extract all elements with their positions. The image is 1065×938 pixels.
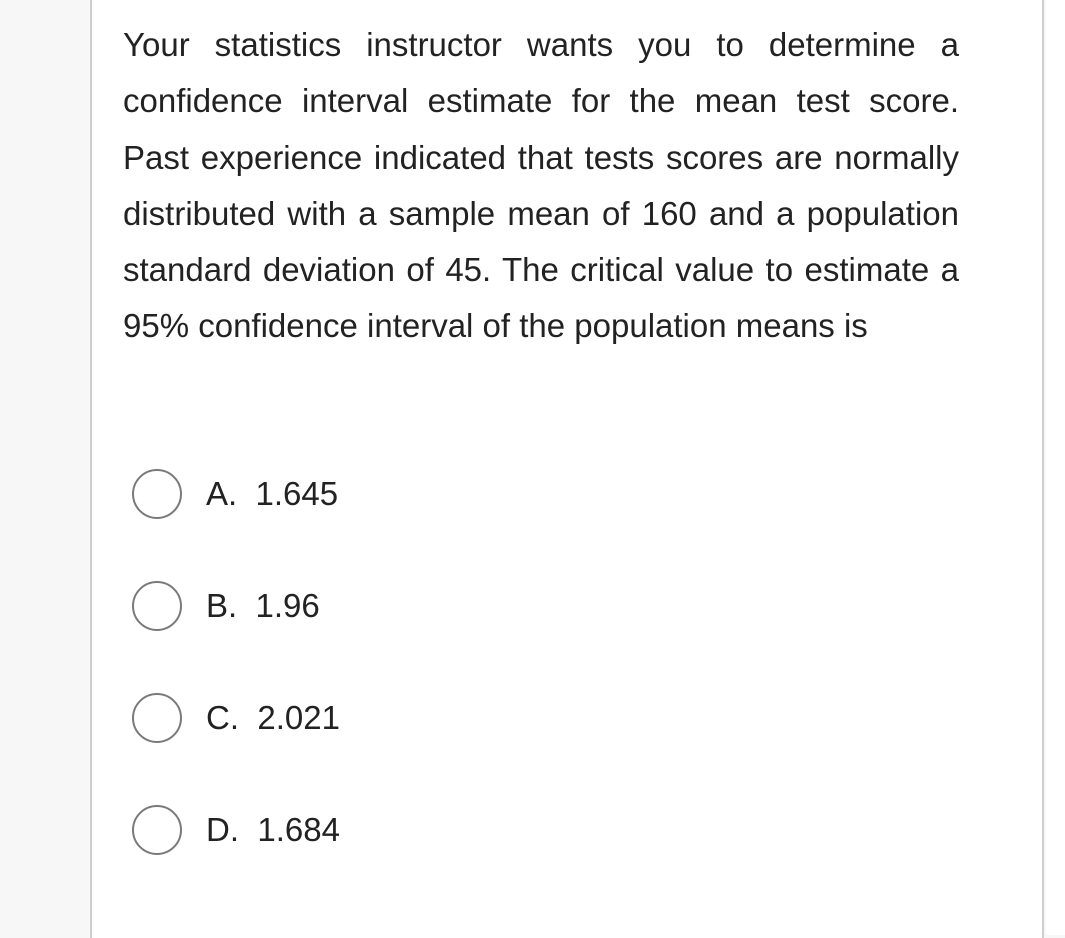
- option-b[interactable]: [132, 578, 320, 634]
- option-d[interactable]: [132, 802, 340, 858]
- question-text: Your statistics instructor wants you to determine a confidence interval estimate for the mean test score. Past experience indicated that tests scores are normally distributed with a sample mean of 160 and a population standard deviation of 45. The critical value to estimate a 95% confidence interval of the population means is: [123, 26, 959, 345]
- radio-button-icon[interactable]: [132, 469, 182, 519]
- page-margin-left: [0, 0, 28, 935]
- option-b-label: B. 1.96: [206, 587, 320, 624]
- option-c[interactable]: [132, 690, 340, 746]
- radio-button-icon[interactable]: [132, 581, 182, 631]
- radio-button-icon[interactable]: [132, 805, 182, 855]
- option-a-label: A. 1.645: [206, 475, 339, 512]
- question-card: [90, 0, 1044, 938]
- radio-button-icon[interactable]: [132, 693, 182, 743]
- option-d-label: D. 1.684: [206, 811, 340, 848]
- option-c-label: C. 2.021: [206, 699, 340, 736]
- page-margin-right: [1046, 0, 1065, 935]
- option-a[interactable]: [132, 466, 338, 522]
